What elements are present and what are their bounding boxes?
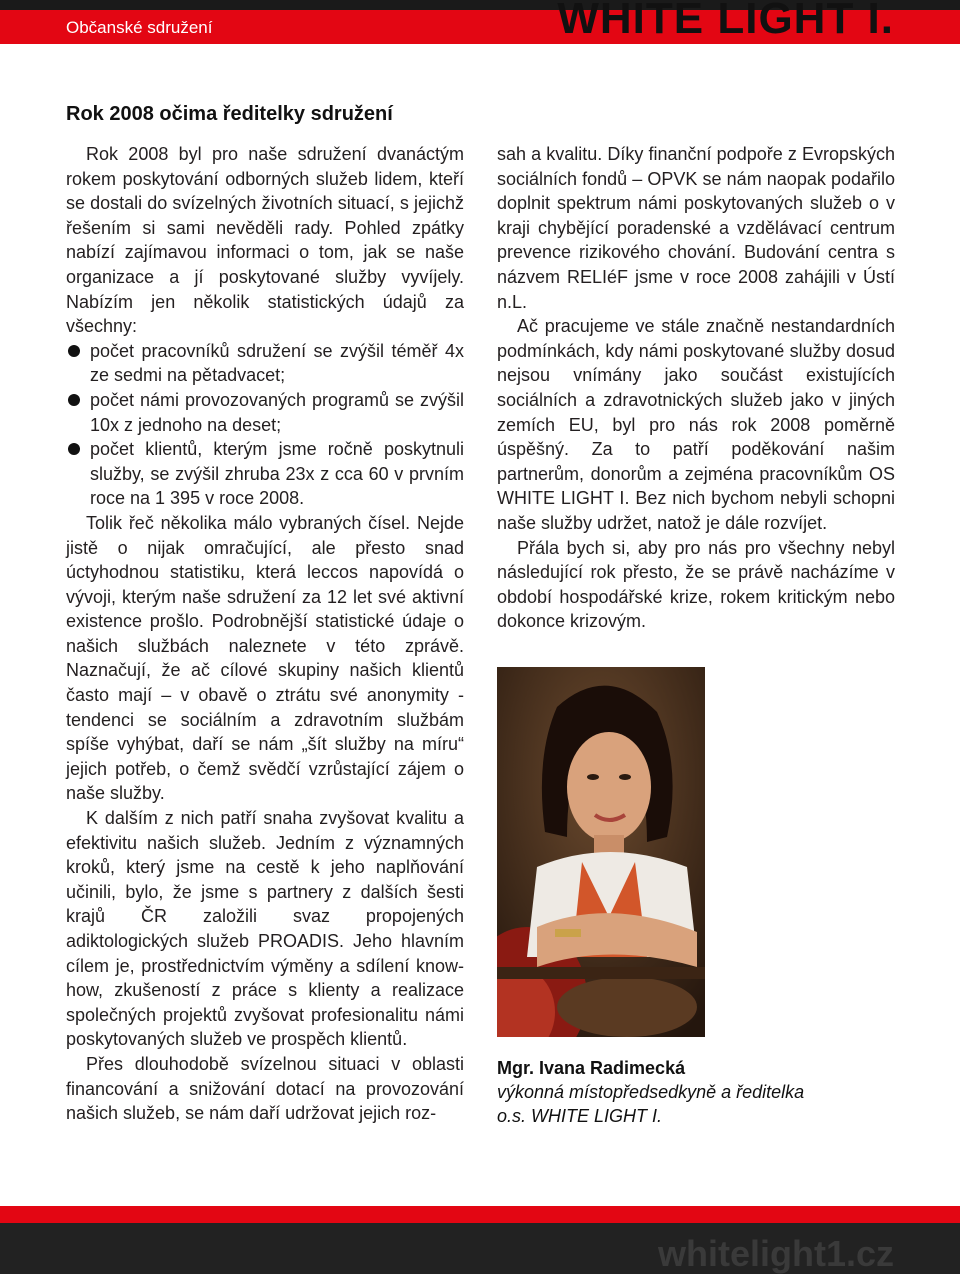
bullet-icon xyxy=(68,443,80,455)
article-title: Rok 2008 očima ředitelky sdružení xyxy=(66,103,393,125)
paragraph: Přála bych si, aby pro nás pro všechny nebyl následující rok přesto, že se právě nacházíme v období hospodářské krize, rokem kritickým nebo dokonce krizovým. xyxy=(497,537,895,632)
paragraph: Přes dlouhodobě svízelnou situaci v oblasti financování a snižování dotací na provozování našich služeb, se nám daří udržovat jejich roz- xyxy=(66,1053,464,1124)
list-item-text: počet pracovníků sdružení se zvýšil téměř 4x ze sedmi na pětadvacet; xyxy=(90,340,464,386)
portrait-illustration xyxy=(497,667,705,1037)
section-label: Občanské sdružení xyxy=(66,18,213,37)
footer-red-bar xyxy=(0,1206,960,1223)
paragraph: K dalším z nich patří snaha zvyšovat kvalitu a efektivitu našich služeb. Jedním z významných kroků, který jsme na cestě k jeho naplňování učinili, bylo, že jsme s partnery z dalších šesti krajů ČR založili svaz propojených adiktologických služeb PROADIS. Jeho hlavním cílem je, prostřednictvím výměny a sdílení know-how, zkušeností z práce s klienty a realizace společných projektů zvyšovat profesionalitu námi poskytovaných služeb ve prospěch klientů. xyxy=(66,808,464,1050)
brand-header-title: WHITE LIGHT I. xyxy=(557,0,894,38)
caption-role: výkonná místopředsedkyně a ředitelka xyxy=(497,1082,805,1102)
bullet-icon xyxy=(68,345,80,357)
portrait-photo xyxy=(497,667,705,1037)
bullet-icon xyxy=(68,394,80,406)
right-column xyxy=(497,142,895,634)
list-item-text: počet klientů, kterým jsme ročně poskytnuli služby, se zvýšil zhruba 23x z cca 60 v prvním roce na 1 395 v roce 2008. xyxy=(90,439,464,509)
caption-organization: o.s. WHITE LIGHT I. xyxy=(497,1106,663,1126)
paragraph: sah a kvalitu. Díky finanční podpoře z Evropských sociálních fondů – OPVK se nám naopak podařilo doplnit spektrum námi poskytovaných služeb o v kraji chybějící poradenské a vzdělávací centrum prevence rizikového chování. Budování centra s názvem RELIéF jsme v roce 2008 zahájili v Ústí n.L. xyxy=(497,144,895,312)
list-item xyxy=(66,339,464,388)
statistics-list xyxy=(66,339,464,511)
paragraph: Rok 2008 byl pro naše sdružení dvanáctým rokem poskytování odborných služeb lidem, kteří se dostali do svízelných životních situací, s jejichž řešením si sami nevěděli rady. Pohled zpátky nabízí zajímavou informaci o tom, jak se naše organizace a jí poskytované služby vyvíjely. Nabízím jen několik statistických údajů za všechny: xyxy=(66,144,464,337)
footer-website: whitelight1.cz xyxy=(657,1233,894,1274)
paragraph: Ač pracujeme ve stále značně nestandardních podmínkách, kdy námi poskytované služby dosud nejsou vnímány jako součást existujících sociálních a zdravotnických služeb jako v jiných zemích EU, byl pro nás rok 2008 poměrně úspěšný. Za to patří poděkování našim partnerům, donorům a zejména pracovníkům OS WHITE LIGHT I. Bez nich bychom nebyli schopni naše služby udržet, natož je dále rozvíjet. xyxy=(497,316,895,533)
list-item xyxy=(66,437,464,511)
list-item xyxy=(66,388,464,437)
caption-name: Mgr. Ivana Radimecká xyxy=(497,1058,686,1078)
list-item-text: počet námi provozovaných programů se zvýšil 10x z jednoho na deset; xyxy=(90,389,464,435)
left-column xyxy=(66,142,464,1126)
paragraph: Tolik řeč několika málo vybraných čísel. Nejde jistě o nijak omračující, ale přesto snad úctyhodnou statistiku, která leccos napovídá o vývoji, kterým naše sdružení za 12 let své aktivní existence prošlo. Podrobnější statistické údaje o našich službách naleznete v této zprávě. Naznačují, že ač cílové skupiny našich klientů často mají – v obavě o ztrátu své anonymity - tendenci se sociálním a zdravotním službám spíše vyhýbat, daří se nám „šít služby na míru“ jejich potřeb, o čemž svědčí vzrůstající zájem o naše služby. xyxy=(66,512,464,804)
